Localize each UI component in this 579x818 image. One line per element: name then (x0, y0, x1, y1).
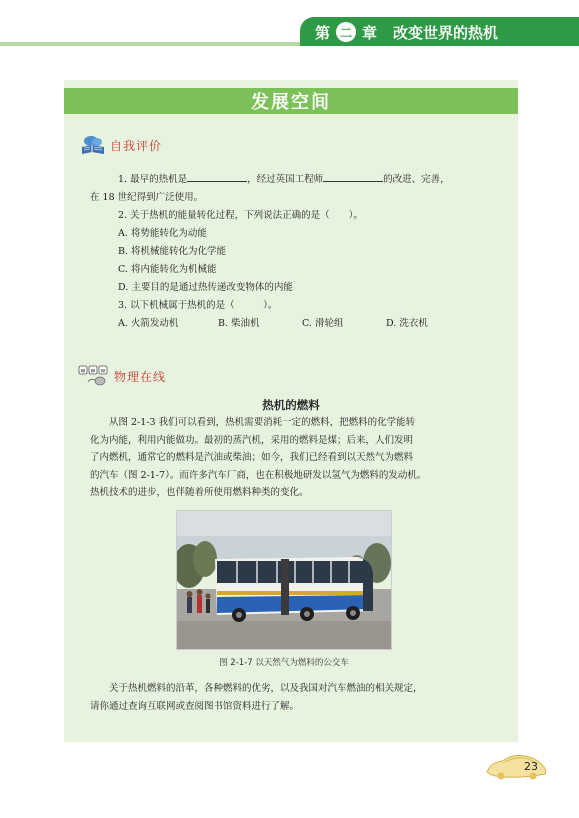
paragraph-2-line: 关于热机燃料的沿革，各种燃料的优劣，以及我国对汽车燃油的相关规定， (90, 683, 423, 694)
chapter-title: 改变世界的热机 (393, 23, 499, 42)
question-2: 2. 关于热机的能量转化过程，下列说法正确的是（ ）。 (118, 210, 363, 221)
panel-title: 发展空间 (251, 92, 331, 113)
q3-option-c: C. 滑轮组 (302, 318, 344, 329)
figure-caption: 图 2-1-7 以天然气为燃料的公交车 (219, 658, 349, 668)
physics-online-heading (78, 365, 166, 387)
paragraph-1-line: 热机技术的进步，也伴随着所使用燃料种类的变化。 (90, 487, 309, 498)
q3-option-b: B. 柴油机 (218, 318, 260, 329)
chapter-header (0, 0, 579, 48)
q2-option-b: B. 将机械能转化为化学能 (118, 246, 227, 257)
physics-online-label: 物理在线 (114, 369, 167, 384)
svg-text:w: w (90, 367, 96, 375)
q1-text-b: ，经过英国工程师 (247, 174, 324, 185)
natural-gas-bus-photo (176, 510, 392, 650)
bus-illustration (177, 511, 392, 650)
q2-option-c: C. 将内能转化为机械能 (118, 264, 217, 275)
q2-option-d: D. 主要目的是通过热传递改变物体的内能 (118, 282, 293, 293)
chapter-number: 二 (340, 25, 353, 40)
panel-title-bar (64, 88, 518, 114)
paragraph-1-line: 了内燃机，通常它的燃料是汽油或柴油；如今，我们已经看到以天然气为燃料 (90, 452, 414, 463)
question-1-line-2: 在 18 世纪得到广泛使用。 (90, 192, 204, 203)
svg-text:w: w (100, 367, 106, 375)
chapter-suffix: 章 (362, 23, 378, 42)
question-3: 3. 以下机械属于热机的是（ ）。 (118, 300, 278, 311)
paragraph-2-line: 请你通过查询互联网或查阅图书馆资料进行了解。 (90, 700, 300, 712)
chapter-prefix: 第 (315, 23, 331, 42)
q2-option-a: A. 将势能转化为动能 (118, 228, 207, 239)
book-cloud-icon (80, 134, 106, 156)
q3-option-d: D. 洗衣机 (386, 318, 428, 329)
article-paragraph-1 (90, 414, 426, 502)
paragraph-1-line: 从图 2-1-3 我们可以看到，热机需要消耗一定的燃料，把燃料的化学能转 (90, 417, 416, 428)
page-number: 23 (524, 760, 538, 773)
article-title: 热机的燃料 (262, 398, 320, 412)
paragraph-1-line: 化为内能，利用内能做功。最初的蒸汽机，采用的燃料是煤；后来，人们发明 (90, 434, 414, 446)
q1-text-c: 的改进、完善， (383, 174, 450, 185)
q3-option-a: A. 火箭发动机 (118, 318, 179, 329)
article-paragraph-2 (90, 680, 423, 715)
www-mouse-icon (78, 365, 110, 387)
chapter-number-badge (336, 22, 356, 42)
q1-blank-2[interactable] (323, 173, 383, 182)
q1-text-a: 1. 最早的热机是 (118, 174, 188, 185)
chapter-heading (315, 21, 498, 43)
svg-text:w: w (80, 367, 86, 375)
paragraph-1-line: 的汽车（图 2-1-7）。而许多汽车厂商，也在积极地研发以氢气为燃料的发动机。 (90, 469, 427, 481)
q1-blank-1[interactable] (187, 173, 247, 182)
question-1-line-1 (118, 173, 450, 186)
self-eval-heading (80, 134, 162, 156)
self-eval-label: 自我评价 (110, 138, 163, 153)
